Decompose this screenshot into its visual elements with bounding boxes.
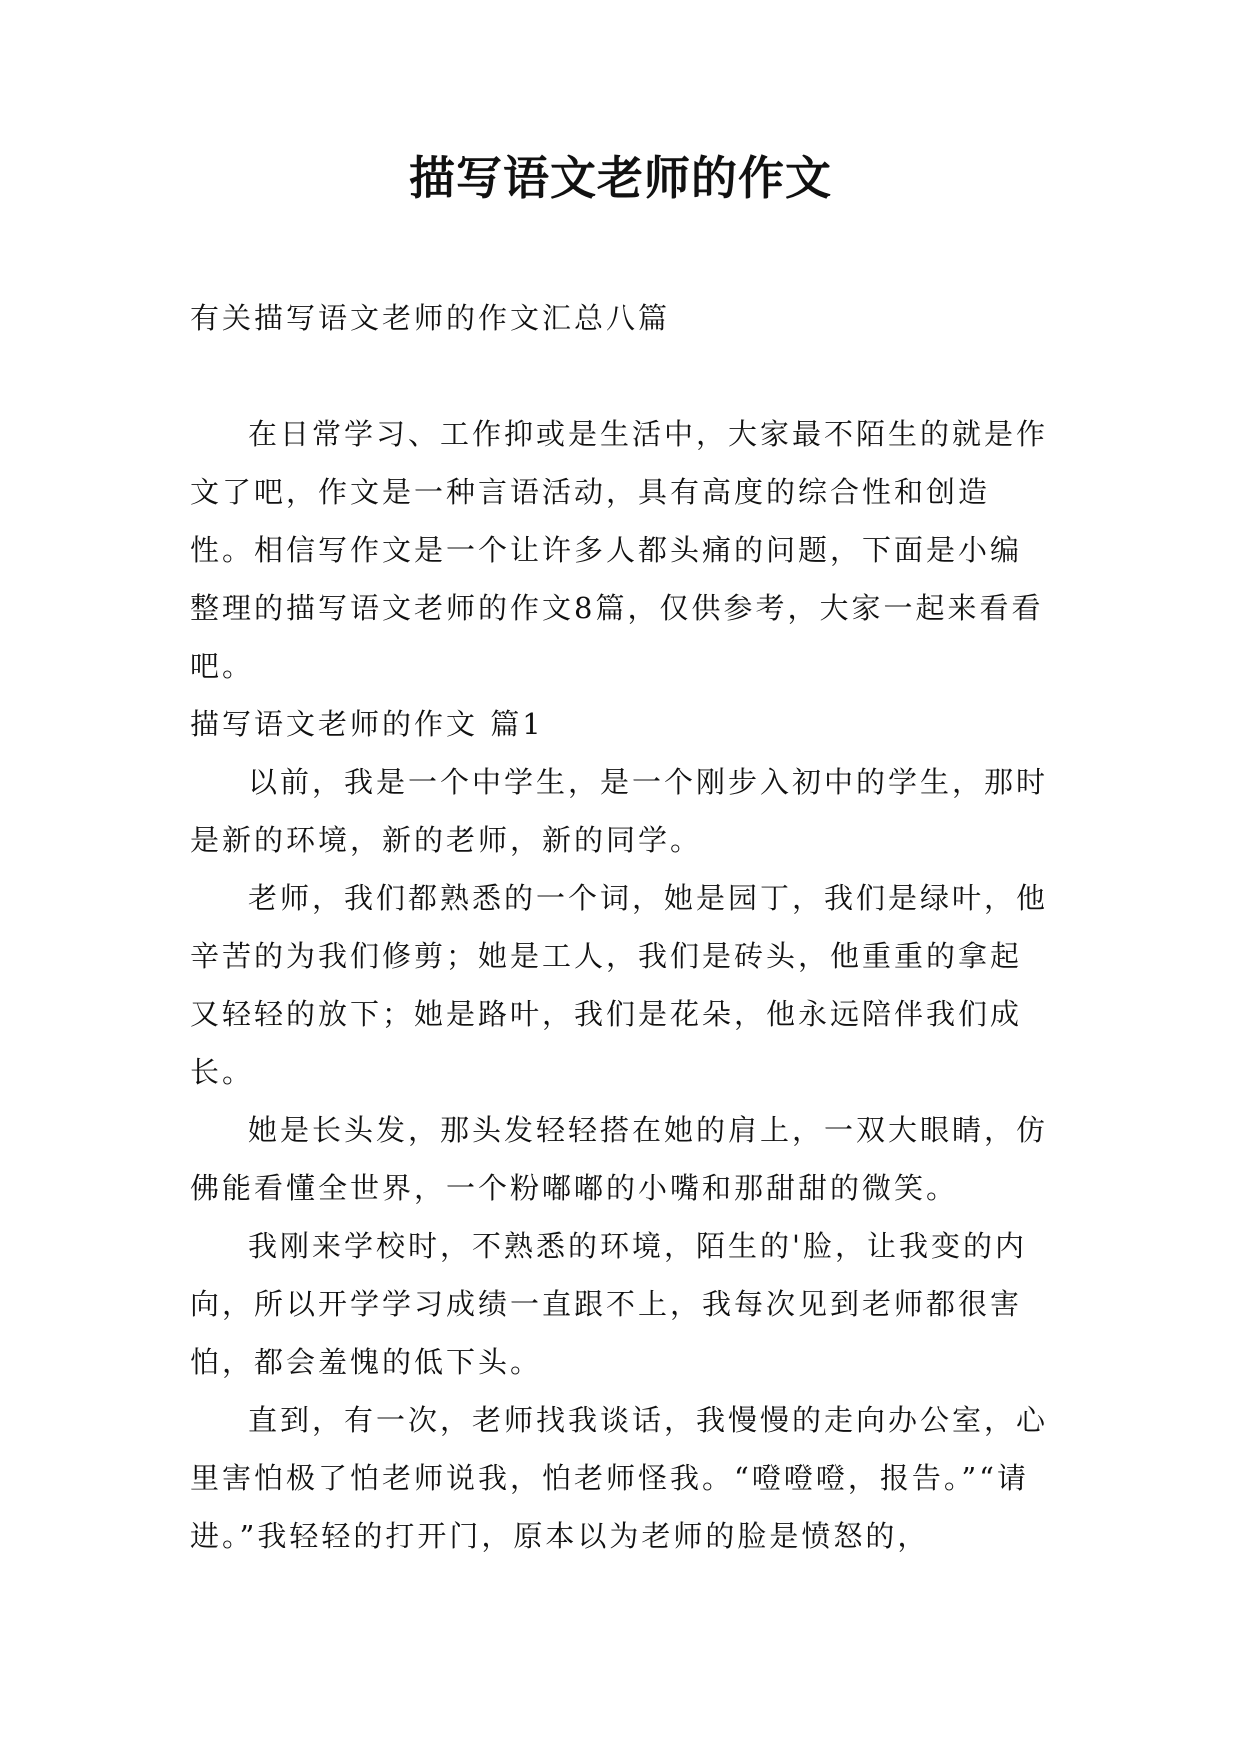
body-paragraph: 我刚来学校时，不熟悉的环境，陌生的'脸，让我变的内向，所以开学学习成绩一直跟不上，我每次见到老师都很害怕，都会羞愧的低下头。 (190, 1229, 1027, 1379)
body-paragraph: 老师，我们都熟悉的一个词，她是园丁，我们是绿叶，他辛苦的为我们修剪；她是工人，我们是砖头，他重重的拿起又轻轻的放下；她是路叶，我们是花朵，他永远陪伴我们成长。 (190, 881, 1049, 1089)
document-body (190, 289, 1052, 1565)
body-paragraph: 她是长头发，那头发轻轻搭在她的肩上，一双大眼睛，仿佛能看懂全世界，一个粉嘟嘟的小嘴和那甜甜的微笑。 (190, 1113, 1049, 1205)
intro-paragraph: 在日常学习、工作抑或是生活中，大家最不陌生的就是作文了吧，作文是一种言语活动，具有高度的综合性和创造性。相信写作文是一个让许多人都头痛的问题，下面是小编整理的描写语文老师的作文8篇，仅供参考，大家一起来看看吧。 (190, 417, 1049, 683)
document-title: 描写语文老师的作文 (409, 151, 832, 205)
body-paragraph: 直到，有一次，老师找我谈话，我慢慢的走向办公室，心里害怕极了怕老师说我，怕老师怪我。“噔噔噔，报告。”“请进。”我轻轻的打开门，原本以为老师的脸是愤怒的， (190, 1403, 1049, 1553)
document-subtitle: 有关描写语文老师的作文汇总八篇 (190, 301, 671, 335)
body-paragraph: 以前，我是一个中学生，是一个刚步入初中的学生，那时是新的环境，新的老师，新的同学。 (190, 765, 1049, 857)
section-heading: 描写语文老师的作文 篇1 (190, 707, 544, 741)
